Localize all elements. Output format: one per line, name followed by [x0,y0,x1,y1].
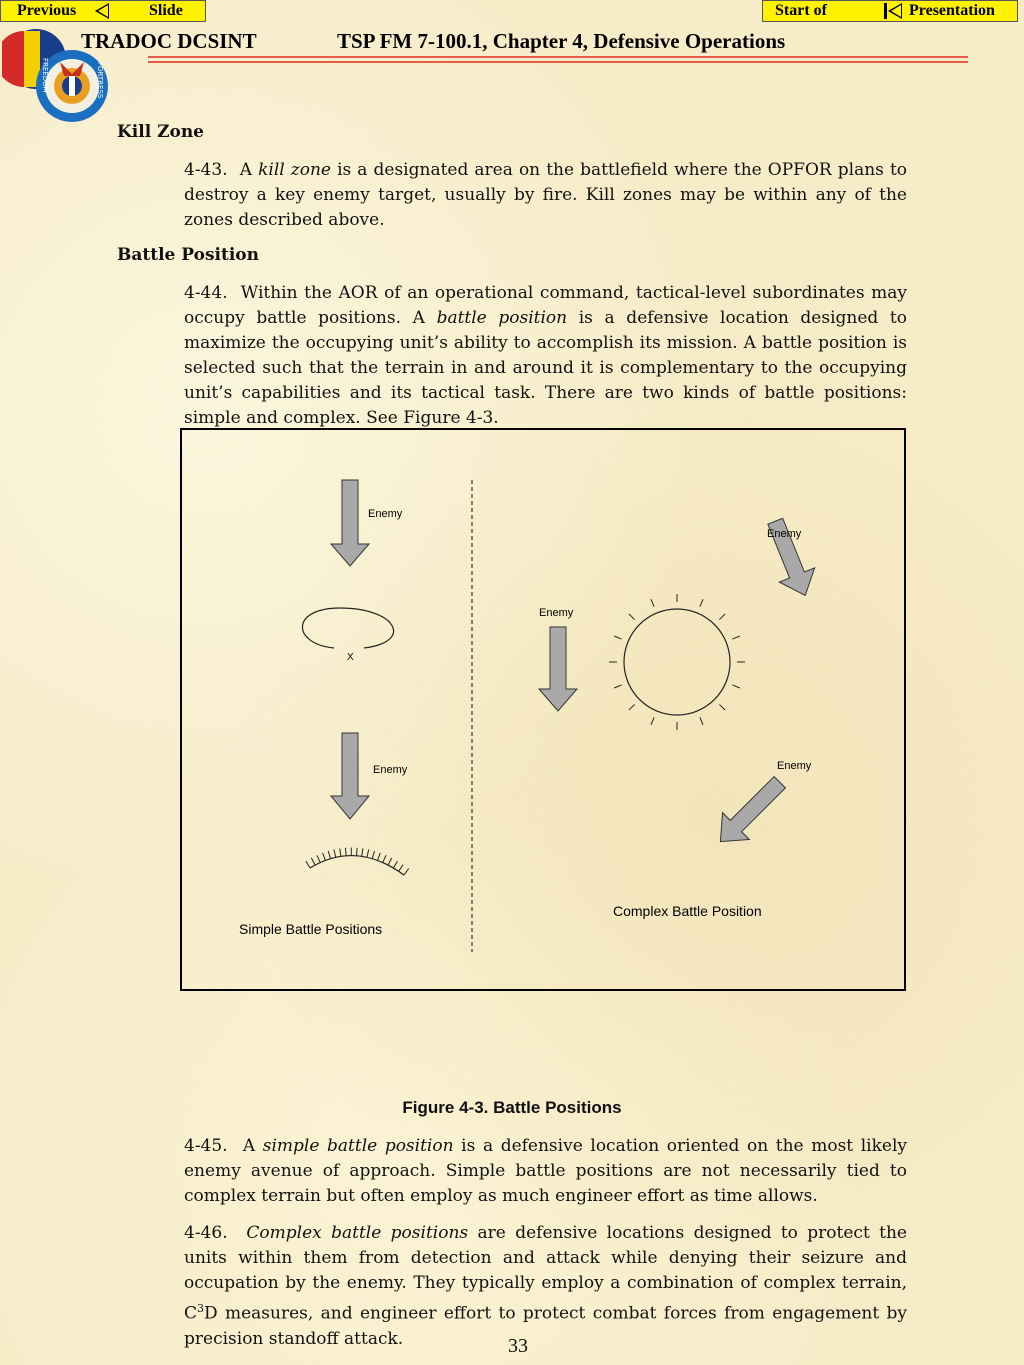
term-kill-zone: kill zone [258,160,331,180]
header-rule-top [148,56,968,58]
circle-tick [719,614,725,620]
arc-tick [393,861,397,868]
circle-tick [651,717,654,724]
battle-position-arc [310,856,404,875]
previous-arrow-icon [95,3,109,19]
circle-tick [651,599,654,606]
enemy-label: Enemy [539,607,574,619]
start-of-presentation-button[interactable] [762,0,1018,22]
enemy-arrow [331,480,369,566]
term-simple-battle-position: simple battle position [262,1136,454,1156]
enemy-arrow [539,627,577,711]
previous-label: Previous [17,2,77,19]
term-complex-battle-positions: Complex battle positions [246,1223,469,1243]
kill-zone-oval [302,608,393,648]
paragraph-4-43: 4-43. A kill zone is a designated area on the battlefield where the OPFOR plans to destroy a key enemy target, usually by fire. Kill zones may be within any of the zones described above. [184,160,908,230]
enemy-arrow [707,769,793,855]
circle-tick [732,685,739,688]
enemy-arrow [331,733,369,819]
paragraph-4-46: 4-46. Complex battle positions are defensive locations designed to protect the units within them from detection and attack while denying their seizure and occupation by the enemy. They typically employ a combination of complex terrain, $C^3D$ measures, and engineer effort to protect combat forces from engagement by precision standoff attack. [184,1223,907,1349]
arc-tick [357,848,358,856]
term-battle-position: battle position [436,308,568,328]
circle-tick [700,599,703,606]
arc-tick [328,851,330,859]
arc-tick [377,853,380,861]
paragraph-number: 4-46. [184,1223,228,1243]
paragraph-number: 4-43. [184,160,228,180]
circle-tick [719,704,725,710]
circle-tick [700,717,703,724]
enemy-label: Enemy [767,528,802,540]
arc-tick [311,858,315,865]
x-mark: X [347,652,354,663]
paragraph-number: 4-44. [184,283,228,303]
arc-tick [372,851,374,859]
header-title: TSP FM 7-100.1, Chapter 4, Defensive Operations [337,29,786,53]
enemy-label: Enemy [368,508,403,520]
logo-ring-text-right: FORTRESS [96,62,104,99]
page-number: 33 [508,1335,528,1357]
circle-ticks [609,594,745,730]
paragraph-4-45: 4-45. A simple battle position is a defensive location oriented on the most likely enemy avenue of approach. Simple battle positions are not necessarily tied to complex terrain but often employ as much engineer effort as time allows. [184,1136,908,1206]
arc-tick [334,850,336,858]
arc-tick [388,858,392,865]
arc-tick [340,848,341,856]
header-rule-bottom [148,61,968,63]
first-slide-icon [884,3,887,19]
simple-battle-positions-label: Simple Battle Positions [239,921,383,937]
previous-slide-button[interactable] [0,0,206,22]
enemy-label: Enemy [777,760,812,772]
start-of-label: Start of [775,2,827,19]
circle-tick [629,704,635,710]
figure-battle-positions [180,428,906,991]
circle-tick [732,636,739,639]
slide-label: Slide [149,2,183,19]
presentation-label: Presentation [909,2,995,19]
paragraph-number: 4-45. [184,1136,228,1156]
first-slide-arrow-icon [888,3,902,19]
arc-tick [323,853,326,860]
circle-tick [614,685,621,688]
arc-tick [345,848,346,856]
complex-position-circle [624,609,730,715]
header-org: TRADOC DCSINT [81,29,257,53]
enemy-label: Enemy [373,764,408,776]
arc-ticks [306,848,409,875]
figure-diagram [182,430,904,989]
arc-tick [383,855,386,862]
circle-tick [629,614,635,620]
complex-battle-position-label: Complex Battle Position [613,903,762,919]
circle-tick [614,636,621,639]
paragraph-4-44: 4-44. Within the AOR of an operational command, tactical-level subordinates may occupy battle positions. A battle position is a defensive location designed to maximize the occupying unit’s ability to accomplish its mission. A battle position is selected such that the terrain in and around it is complementary to the occupying unit’s capabilities and its tactical task. There are two kinds of battle positions: simple and complex. See Figure 4-3. [184,283,907,428]
arc-tick [367,849,369,857]
arc-tick [404,869,409,875]
arc-tick [399,865,403,872]
arc-tick [306,861,310,868]
heading-battle-position: Battle Position [117,245,259,265]
arc-tick [317,855,320,862]
arc-tick [362,848,363,856]
figure-caption: Figure 4-3. Battle Positions [402,1098,622,1117]
logo-ring-text-left: FREEDOM [41,58,49,93]
heading-kill-zone: Kill Zone [117,122,204,142]
